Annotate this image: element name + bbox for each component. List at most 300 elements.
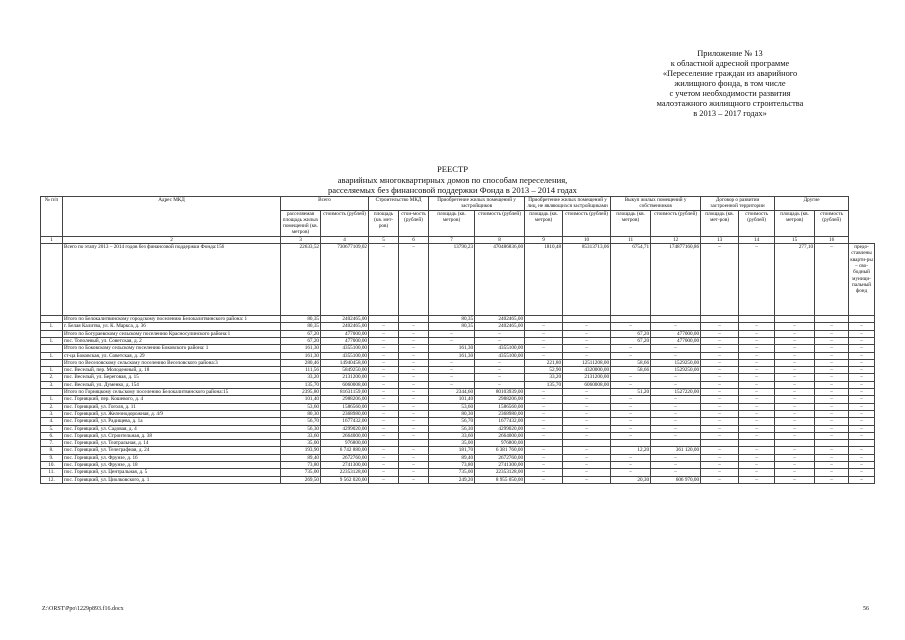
row-cell: – xyxy=(849,476,875,483)
table-row xyxy=(41,337,875,344)
row-cell: – xyxy=(651,396,701,403)
row-cell: – xyxy=(739,396,775,403)
row-cell: 22633,52 xyxy=(281,244,321,316)
table-row xyxy=(41,425,875,432)
table-row xyxy=(41,396,875,403)
row-cell: – xyxy=(399,476,429,483)
row-cell: – xyxy=(739,367,775,374)
row-cell: – xyxy=(849,374,875,381)
row-cell: – xyxy=(701,418,739,425)
row-cell: – xyxy=(369,425,399,432)
column-number: 11 xyxy=(611,236,651,243)
table-row xyxy=(41,244,875,316)
row-cell: 22353128,00 xyxy=(475,469,525,476)
row-cell: – xyxy=(369,389,399,396)
row-cell: 33,20 xyxy=(525,374,563,381)
row-cell: 249,20 xyxy=(429,476,475,483)
row-cell: 2402465,00 xyxy=(475,316,525,323)
appendix-line: жилищного фонда, в том числе xyxy=(674,79,786,88)
row-cell: 80,35 xyxy=(281,323,321,330)
row-cell: 89,40 xyxy=(281,454,321,461)
row-cell: 1810,48 xyxy=(525,244,563,316)
header-buy-nondev: Приобретение жилых помещений у лиц, не являющихся застройщиками xyxy=(525,197,611,211)
row-cell: – xyxy=(399,244,429,316)
table-row xyxy=(41,381,875,388)
row-cell: – xyxy=(775,396,815,403)
row-cell: 470486836,00 xyxy=(475,244,525,316)
table-row xyxy=(41,316,875,323)
row-cell: 80,30 xyxy=(281,410,321,417)
row-cell: 606 970,00 xyxy=(651,476,701,483)
row-cell: 5849250,00 xyxy=(321,367,369,374)
row-cell: – xyxy=(815,396,849,403)
row-number: 1. xyxy=(41,396,63,403)
row-cell: – xyxy=(369,462,399,469)
row-cell: – xyxy=(849,359,875,366)
table-row xyxy=(41,469,875,476)
sub-buyout-cost: стоимость (рублей) xyxy=(651,210,701,236)
row-number: 12. xyxy=(41,476,63,483)
row-cell: – xyxy=(369,447,399,454)
row-cell: – xyxy=(369,374,399,381)
row-cell: – xyxy=(369,476,399,483)
row-cell: 33,60 xyxy=(429,432,475,439)
header-build: Строительство МКД xyxy=(369,197,429,211)
row-number: 1. xyxy=(41,337,63,344)
row-cell: 1677432,00 xyxy=(475,418,525,425)
row-cell: – xyxy=(651,352,701,359)
row-cell: – xyxy=(651,432,701,439)
row-cell: 181,70 xyxy=(429,447,475,454)
row-number: 1. xyxy=(41,352,63,359)
row-cell: 4299020,00 xyxy=(321,425,369,432)
row-cell: 4355100,00 xyxy=(475,345,525,352)
row-number: 3. xyxy=(41,381,63,388)
row-cell: 6 381 760,00 xyxy=(475,447,525,454)
row-cell: – xyxy=(739,359,775,366)
row-cell: 1586560,00 xyxy=(321,403,369,410)
row-cell: – xyxy=(399,374,429,381)
row-cell xyxy=(369,440,399,447)
row-cell: – xyxy=(399,389,429,396)
row-cell: 2344,60 xyxy=(429,389,475,396)
row-cell xyxy=(701,316,739,323)
row-cell: – xyxy=(815,432,849,439)
row-cell: – xyxy=(651,410,701,417)
row-cell: 976800,00 xyxy=(321,440,369,447)
column-number: 13 xyxy=(701,236,739,243)
appendix-line: в 2013 – 2017 годах» xyxy=(693,109,767,118)
row-cell: – xyxy=(525,396,563,403)
row-address: Всего по этапу 2013 – 2014 годов без финансовой поддержки Фонда:156 xyxy=(63,244,281,316)
row-cell: 2131200,00 xyxy=(563,374,611,381)
row-cell: 735,00 xyxy=(429,469,475,476)
row-cell: 4320000,00 xyxy=(563,367,611,374)
row-cell: 53,60 xyxy=(281,403,321,410)
row-cell: 14940458,00 xyxy=(321,359,369,366)
row-cell: 477000,00 xyxy=(651,330,701,337)
row-address: пос. Горняцкий, ул. Телеграфная, д. 24 xyxy=(63,447,281,454)
row-number: 3. xyxy=(41,410,63,417)
sub-other-area: площадь (кв. метров) xyxy=(775,210,815,236)
row-cell: – xyxy=(815,403,849,410)
row-cell: – xyxy=(475,374,525,381)
row-cell: 12,20 xyxy=(611,447,651,454)
row-cell: – xyxy=(369,345,399,352)
row-cell: 174877160,86 xyxy=(651,244,701,316)
row-cell: 2988206,00 xyxy=(321,396,369,403)
row-cell: – xyxy=(701,469,739,476)
row-cell: – xyxy=(611,374,651,381)
row-cell: – xyxy=(369,330,399,337)
row-address: пос. Веселый, ул. Думенко, д. 154 xyxy=(63,381,281,388)
table-row xyxy=(41,389,875,396)
sub-other-cost: стоимость (рублей) xyxy=(815,210,849,236)
row-cell: 1586560,00 xyxy=(475,403,525,410)
row-cell: – xyxy=(399,337,429,344)
row-cell xyxy=(399,440,429,447)
column-number: 14 xyxy=(739,236,775,243)
row-cell xyxy=(849,316,875,323)
row-address: пос. Горняцкий, ул. Железнодорожная, д. 4/9 xyxy=(63,410,281,417)
sub-total-cost: стоимость (рублей) xyxy=(321,210,369,236)
row-cell: – xyxy=(563,469,611,476)
row-cell: – xyxy=(815,425,849,432)
row-number: 7. xyxy=(41,440,63,447)
row-cell: – xyxy=(701,381,739,388)
row-number: 2. xyxy=(41,374,63,381)
row-cell: 56,70 xyxy=(429,418,475,425)
row-cell: – xyxy=(651,418,701,425)
row-cell: – xyxy=(369,381,399,388)
row-cell: – xyxy=(369,244,399,316)
row-cell: – xyxy=(739,454,775,461)
row-cell: 193,90 xyxy=(281,447,321,454)
row-cell xyxy=(739,440,775,447)
row-cell: – xyxy=(399,469,429,476)
row-cell: – xyxy=(369,352,399,359)
row-cell: – xyxy=(525,337,563,344)
sub-contract-area: площадь (кв. мет-ров) xyxy=(701,210,739,236)
row-cell: – xyxy=(815,476,849,483)
row-cell: 80,35 xyxy=(429,316,475,323)
row-cell: – xyxy=(775,476,815,483)
row-cell: – xyxy=(611,381,651,388)
row-cell: 2131200,00 xyxy=(321,374,369,381)
row-cell: – xyxy=(815,454,849,461)
row-cell: – xyxy=(739,389,775,396)
row-cell: 6754,71 xyxy=(611,244,651,316)
row-cell: 52,90 xyxy=(525,367,563,374)
column-number: 10 xyxy=(563,236,611,243)
appendix-line: к областной адресной программе xyxy=(670,59,790,68)
row-cell: 2402465,00 xyxy=(475,323,525,330)
row-cell: – xyxy=(849,462,875,469)
row-cell: 67,20 xyxy=(281,330,321,337)
column-number: 3 xyxy=(281,236,321,243)
row-cell: 12511208,00 xyxy=(563,359,611,366)
row-cell: – xyxy=(611,396,651,403)
row-cell xyxy=(611,316,651,323)
row-number xyxy=(41,345,63,352)
row-cell xyxy=(815,440,849,447)
row-cell: – xyxy=(563,330,611,337)
row-number: 6. xyxy=(41,432,63,439)
row-cell: – xyxy=(701,462,739,469)
row-cell: 80,35 xyxy=(281,316,321,323)
row-cell: – xyxy=(563,476,611,483)
row-cell: 4355100,00 xyxy=(321,352,369,359)
row-cell: 2672760,00 xyxy=(475,454,525,461)
table-row xyxy=(41,410,875,417)
row-cell: – xyxy=(611,352,651,359)
header-contract: Договор о развитии застроенной территории xyxy=(701,197,775,211)
table-row xyxy=(41,374,875,381)
row-cell: – xyxy=(701,447,739,454)
row-cell: – xyxy=(739,244,775,316)
row-cell: – xyxy=(399,396,429,403)
row-cell: – xyxy=(849,367,875,374)
row-address: Итого по Богураевскому сельскому поселению Красносулинского района:1 xyxy=(63,330,281,337)
header-row-main xyxy=(41,197,875,211)
row-cell: 2664000,00 xyxy=(321,432,369,439)
row-cell: – xyxy=(739,381,775,388)
row-cell: – xyxy=(739,469,775,476)
row-cell: – xyxy=(775,410,815,417)
row-number xyxy=(41,330,63,337)
row-cell: – xyxy=(815,345,849,352)
row-cell: – xyxy=(651,381,701,388)
row-cell: 67,20 xyxy=(281,337,321,344)
row-cell: – xyxy=(651,345,701,352)
row-cell: 73,80 xyxy=(281,462,321,469)
row-cell: – xyxy=(775,389,815,396)
row-cell: – xyxy=(651,425,701,432)
row-cell: – xyxy=(563,447,611,454)
row-cell: 35,00 xyxy=(281,440,321,447)
row-cell: 2741300,00 xyxy=(475,462,525,469)
row-cell xyxy=(369,316,399,323)
row-cell: – xyxy=(369,410,399,417)
row-cell: – xyxy=(475,367,525,374)
column-number: 4 xyxy=(321,236,369,243)
row-cell: – xyxy=(369,469,399,476)
row-cell xyxy=(563,440,611,447)
row-cell: – xyxy=(525,352,563,359)
row-cell: 111,56 xyxy=(281,367,321,374)
row-cell: – xyxy=(849,454,875,461)
row-cell: – xyxy=(611,403,651,410)
row-cell: – xyxy=(849,396,875,403)
row-cell: – xyxy=(775,454,815,461)
row-cell: – xyxy=(849,352,875,359)
row-cell: – xyxy=(563,352,611,359)
row-cell: – xyxy=(775,418,815,425)
row-cell: – xyxy=(775,345,815,352)
table-row xyxy=(41,359,875,366)
row-cell: – xyxy=(475,381,525,388)
row-cell: – xyxy=(563,462,611,469)
title-line: аварийных многоквартирных домов по способам переселения, xyxy=(337,174,568,185)
row-cell: – xyxy=(775,403,815,410)
row-cell: – xyxy=(849,345,875,352)
row-number xyxy=(41,359,63,366)
row-cell: – xyxy=(849,447,875,454)
column-number: 8 xyxy=(475,236,525,243)
row-cell: 33,60 xyxy=(281,432,321,439)
row-cell: – xyxy=(701,337,739,344)
header-num: № п/п xyxy=(41,197,63,237)
row-cell: 8 955 050,00 xyxy=(475,476,525,483)
row-cell: 81631159,00 xyxy=(321,389,369,396)
registry-table xyxy=(40,196,875,484)
table-row xyxy=(41,432,875,439)
row-cell: – xyxy=(815,389,849,396)
row-cell: – xyxy=(775,323,815,330)
row-cell: 58,66 xyxy=(611,367,651,374)
row-address: пос. Горняцкий, ул. Фрунзе, д. 18 xyxy=(63,462,281,469)
row-address: пос. Веселый, ул. Береговая, д. 15 xyxy=(63,374,281,381)
row-cell: – xyxy=(775,330,815,337)
row-number: 11. xyxy=(41,469,63,476)
table-row xyxy=(41,367,875,374)
column-number: 5 xyxy=(369,236,399,243)
row-address: Итого по Белокалитвинскому городскому поселению Белокалитвинского района: 1 xyxy=(63,316,281,323)
row-cell: – xyxy=(739,425,775,432)
row-cell: – xyxy=(849,410,875,417)
row-cell: – xyxy=(701,403,739,410)
row-cell: 4355100,00 xyxy=(475,352,525,359)
row-cell: – xyxy=(369,403,399,410)
header-buy-dev: Приобретение жилых помещений у застройщиков xyxy=(429,197,525,211)
column-number: 2 xyxy=(63,236,281,243)
row-cell: – xyxy=(611,418,651,425)
row-cell: – xyxy=(701,374,739,381)
row-cell: 4355100,00 xyxy=(321,345,369,352)
row-cell: – xyxy=(525,345,563,352)
row-cell: – xyxy=(611,345,651,352)
row-number xyxy=(41,244,63,316)
row-cell: – xyxy=(525,425,563,432)
row-cell: 161,30 xyxy=(281,345,321,352)
row-cell: – xyxy=(563,345,611,352)
row-cell: 2402465,00 xyxy=(321,323,369,330)
row-cell: – xyxy=(815,374,849,381)
row-cell: – xyxy=(399,367,429,374)
table-row xyxy=(41,403,875,410)
row-cell: – xyxy=(475,337,525,344)
column-number: 6 xyxy=(399,236,429,243)
row-cell: – xyxy=(429,374,475,381)
row-cell: – xyxy=(701,476,739,483)
row-cell: – xyxy=(563,410,611,417)
row-cell: – xyxy=(701,432,739,439)
row-cell: – xyxy=(525,389,563,396)
row-cell: – xyxy=(369,396,399,403)
row-cell: – xyxy=(611,323,651,330)
sub-build-cost: стои-мость (рублей) xyxy=(399,210,429,236)
column-number: 1 xyxy=(41,236,63,243)
row-cell: – xyxy=(369,418,399,425)
document-title xyxy=(0,164,905,196)
row-cell: – xyxy=(849,425,875,432)
row-address: пос. Горняцкий, ул. Театральная, д. 14 xyxy=(63,440,281,447)
row-cell: – xyxy=(399,425,429,432)
row-cell: – xyxy=(651,454,701,461)
row-cell: – xyxy=(701,323,739,330)
row-cell: – xyxy=(701,454,739,461)
column-number: 7 xyxy=(429,236,475,243)
header-other: Другие xyxy=(775,197,849,211)
row-cell: – xyxy=(429,367,475,374)
row-cell: – xyxy=(429,337,475,344)
row-cell: 280,46 xyxy=(281,359,321,366)
row-cell: – xyxy=(739,330,775,337)
column-number: 12 xyxy=(651,236,701,243)
title-line: расселяемых без финансовой поддержки Фонда в 2013 – 2014 годах xyxy=(328,185,577,195)
row-cell xyxy=(525,440,563,447)
row-cell: – xyxy=(369,367,399,374)
row-cell: 2741300,00 xyxy=(321,462,369,469)
row-cell: – xyxy=(775,374,815,381)
row-cell: – xyxy=(701,330,739,337)
row-address: пос. Горняцкий, ул. Радищева, д. 1а xyxy=(63,418,281,425)
row-cell: 735,00 xyxy=(281,469,321,476)
row-address: пос. Горняцкий, ул. Фрунзе, д. 16 xyxy=(63,454,281,461)
row-cell: 101,40 xyxy=(429,396,475,403)
row-cell: – xyxy=(849,418,875,425)
row-cell: 2402465,00 xyxy=(321,316,369,323)
table-row xyxy=(41,418,875,425)
row-cell: – xyxy=(369,359,399,366)
table-row xyxy=(41,447,875,454)
row-cell: – xyxy=(849,323,875,330)
row-cell: – xyxy=(563,403,611,410)
row-cell: – xyxy=(651,403,701,410)
row-cell: – xyxy=(739,418,775,425)
row-cell xyxy=(611,440,651,447)
row-cell: – xyxy=(369,454,399,461)
row-address: пос. Горняцкий, ул. Строительная, д. 38 xyxy=(63,432,281,439)
row-cell: – xyxy=(849,337,875,344)
row-cell: 9 562 020,00 xyxy=(321,476,369,483)
row-cell xyxy=(849,440,875,447)
row-number: 1. xyxy=(41,367,63,374)
row-cell: – xyxy=(611,462,651,469)
row-cell: – xyxy=(739,337,775,344)
row-cell: – xyxy=(611,454,651,461)
row-cell: 80,35 xyxy=(429,323,475,330)
appendix-line: с учетом необходимости развития xyxy=(669,89,791,98)
row-cell: 161,30 xyxy=(281,352,321,359)
row-cell: 6 742 880,00 xyxy=(321,447,369,454)
row-cell: 2395,80 xyxy=(281,389,321,396)
row-cell: 33,20 xyxy=(281,374,321,381)
row-cell: 1677432,00 xyxy=(321,418,369,425)
row-cell: – xyxy=(815,352,849,359)
row-number: 9. xyxy=(41,454,63,461)
row-cell: 20,30 xyxy=(611,476,651,483)
row-cell: 101,40 xyxy=(281,396,321,403)
row-cell: 67,20 xyxy=(611,337,651,344)
row-cell: – xyxy=(651,469,701,476)
sub-build-area: площадь (кв. мет-ров) xyxy=(369,210,399,236)
sub-buyout-area: площадь (кв. метров) xyxy=(611,210,651,236)
row-cell: 277,10 xyxy=(775,244,815,316)
row-cell: – xyxy=(775,381,815,388)
row-cell: – xyxy=(815,410,849,417)
file-path: Z:\ORST\Ppo\1229p893.f16.docx xyxy=(42,606,124,612)
